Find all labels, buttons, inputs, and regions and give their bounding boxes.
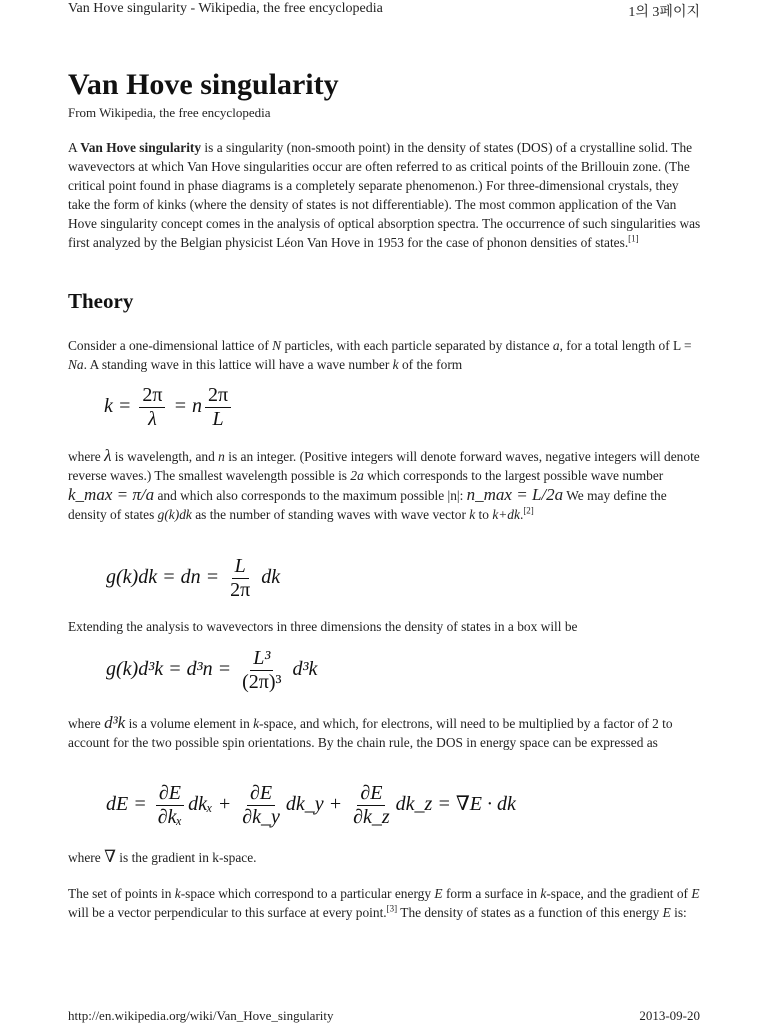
equation-wave-number: k = $\frac{2\pi}{\lambda}$ = n $\frac{2\pi}{L}$ bbox=[104, 384, 234, 431]
intro-term: Van Hove singularity bbox=[80, 140, 202, 155]
wavelength-paragraph: where λ is wavelength, and n is an integer. (Positive integers will denote forward waves, negative integers will denote reverse waves.) The smallest wavelength possible is 2a which corresponds to the largest possible wave number k_max = π/a and which also corresponds to the maximum possible |n|: n_max = L/2a We may define the density of states g(k)dk as the number of standing waves with wave vector k to k+dk.[2] bbox=[68, 446, 700, 522]
intro-paragraph: A Van Hove singularity is a singularity (non-smooth point) in the density of states (DOS) of a crystalline solid. The wavevectors at which Van Hove singularities occur are often referred to as critical points of the Brillouin zone. (The critical point found in phase diagrams is a completely separate phenomenon.) For three-dimensional crystals, they take the form of kinks (where the density of states is not differentiable). The most common application of the Van Hove singularity concept comes in the analysis of optical absorption spectra. The occurrence of such singularities was first analyzed by the Belgian physicist Léon Van Hove in 1953 for the case of phonon densities of states.[1] bbox=[68, 140, 701, 250]
equation-dos-1d: g(k)dk = dn = $\frac{L}{2\pi}$ dk bbox=[106, 555, 281, 601]
print-date: 2013-09-20 bbox=[639, 1008, 700, 1023]
equation-chain-rule: dE = $\frac{\partial E}{\text{∂kₓ}}$ dkₓ + $\frac{\partial E}{\partial k\_y}$ dk_y + $\frac{\partial E}{\partial k\_z}$ dk_z = ∇E · dk bbox=[106, 782, 516, 828]
extend-paragraph: Extending the analysis to wavevectors in three dimensions the density of states in a box will be bbox=[68, 619, 578, 634]
page-title: Van Hove singularity bbox=[68, 68, 339, 101]
nabla-symbol: ∇ bbox=[104, 847, 116, 866]
citation-link[interactable]: [1] bbox=[628, 233, 639, 244]
equation-dos-3d: g(k)d³k = d³n = $\frac{\text{L³}}{\text{(2π)³}}$ d³k bbox=[106, 647, 318, 693]
print-footer bbox=[68, 1008, 700, 1024]
citation-link[interactable]: [3] bbox=[386, 903, 398, 914]
surface-paragraph: The set of points in k-space which correspond to a particular energy E form a surface in k-space, and the gradient of E will be a vector perpendicular to this surface at every point.[3] The density of states as a function of this energy E is: bbox=[68, 886, 700, 920]
window-title: Van Hove singularity - Wikipedia, the free encyclopedia bbox=[68, 1, 383, 16]
page-subtitle: From Wikipedia, the free encyclopedia bbox=[68, 105, 271, 120]
citation-link[interactable]: [2] bbox=[523, 505, 534, 516]
section-heading-theory: Theory bbox=[68, 289, 134, 313]
lattice-paragraph: Consider a one-dimensional lattice of N particles, with each particle separated by distance a, for a total length of L = Na. A standing wave in this lattice will have a wave number k of the form bbox=[68, 338, 692, 372]
page-count: 1의 3페이지 bbox=[628, 5, 700, 20]
gradient-paragraph: where ∇ is the gradient in k-space. bbox=[68, 847, 257, 866]
print-header bbox=[68, 1, 700, 21]
volume-element-paragraph: where d³k is a volume element in k-space, and which, for electrons, will need to be multiplied by a factor of 2 to account for the two possible spin orientations. By the chain rule, the DOS in energy space can be expressed as bbox=[68, 713, 673, 750]
page-url: http://en.wikipedia.org/wiki/Van_Hove_singularity bbox=[68, 1008, 334, 1023]
